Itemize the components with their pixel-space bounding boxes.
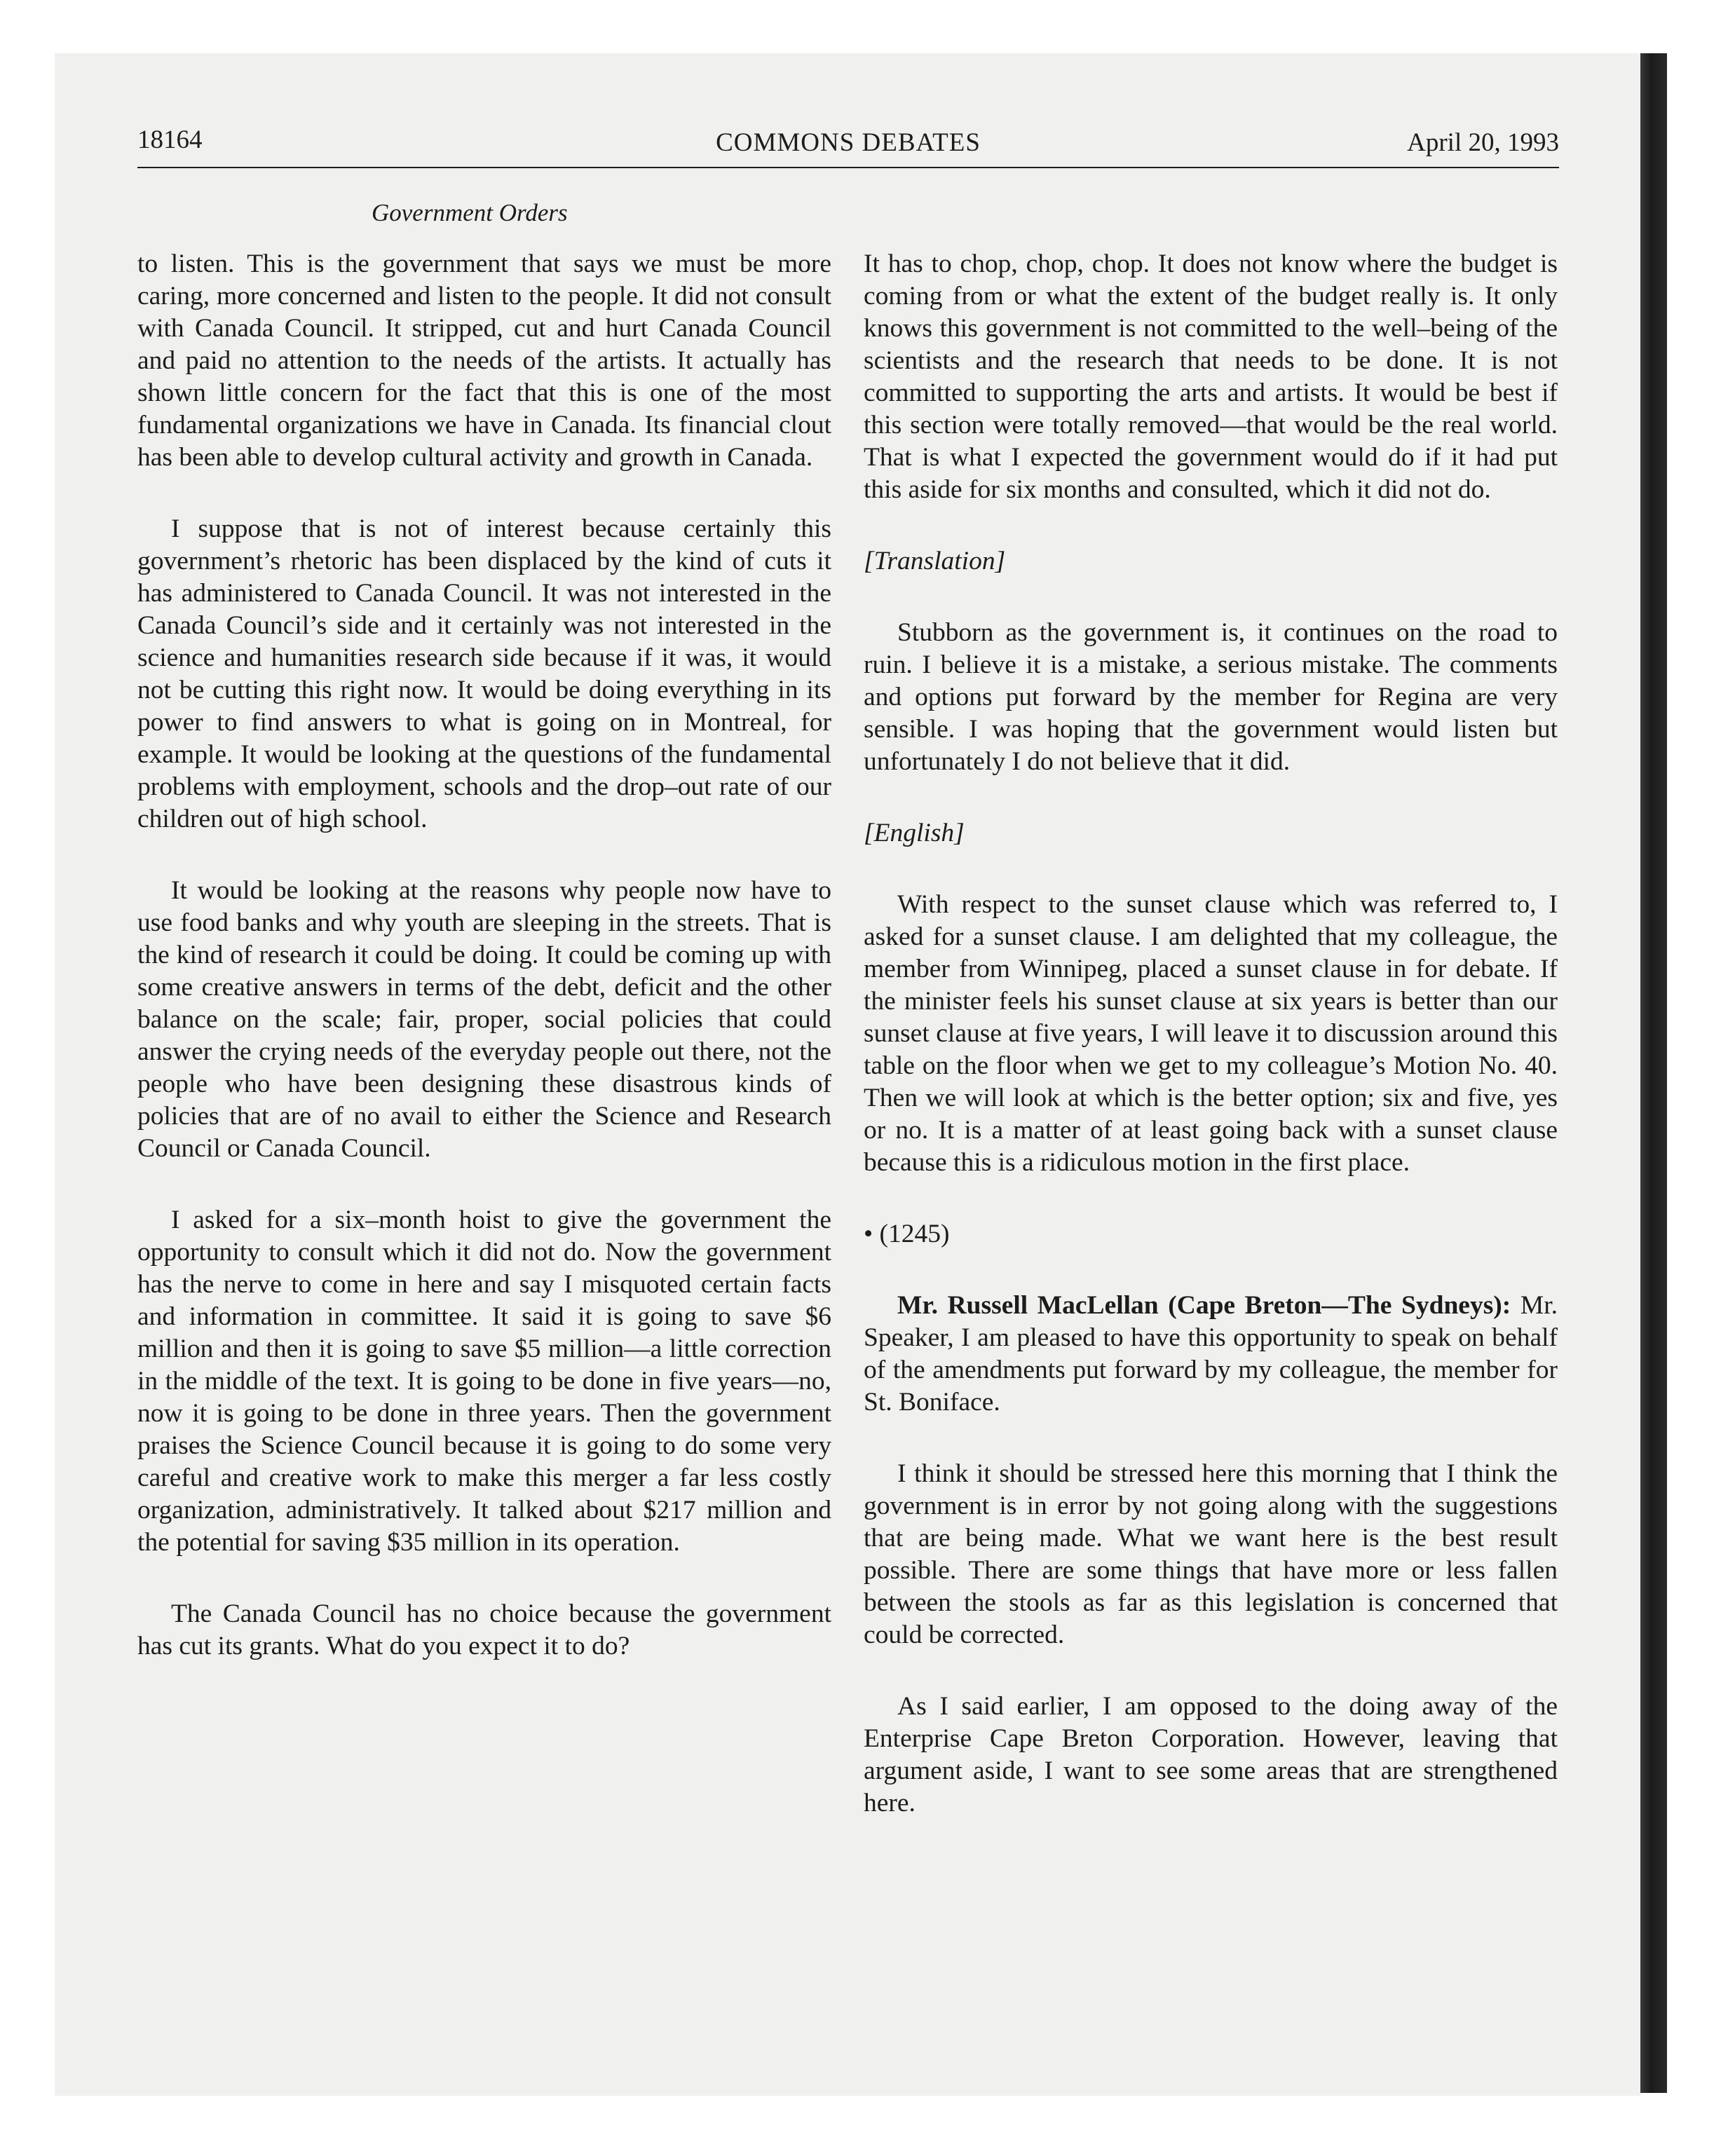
right-column [864, 248, 1558, 1859]
translation-tag: [Translation] [864, 547, 1006, 575]
publication-date: April 20, 1993 [1407, 128, 1559, 157]
paragraph: It has to chop, chop, chop. It does not know where the budget is coming from or what the extent of the budget really is. It only knows this government is not committed to the well–being of the scientists and the research that needs to be done. It is not committed to supporting the arts and artists. It would be best if this section were totally removed—that would be the real world. That is what I expected the government would do if it had put this aside for six months and consulted, which it did not do. [864, 250, 1558, 504]
paragraph: I asked for a six–month hoist to give the government the opportunity to consult which it did not do. Now the government has the nerve to come in here and say I misquoted certain facts and information in committee. It said it is going to save $6 million and then it is going to save $5 million—a little correction in the middle of the text. It is going to be done in five years—no, now it is going to be done in three years. Then the government praises the Science Council because it is going to do some very careful and creative work to make this merger a far less costly organization, administratively. It talked about $217 million and the potential for saving $35 million in its operation. [137, 1206, 831, 1557]
paragraph: Stubborn as the government is, it continues on the road to ruin. I believe it is a mistake, a serious mistake. The comments and options put forward by the member for Regina are very sensible. I was hoping that the government would listen but unfortunately I do not believe that it did. [864, 618, 1558, 776]
paragraph: As I said earlier, I am opposed to the doing away of the Enterprise Cape Breton Corporation. However, leaving that argument aside, I want to see some areas that are strengthened here. [864, 1692, 1558, 1817]
english-tag: [English] [864, 819, 965, 847]
scan-edge-shadow [1640, 53, 1667, 2093]
running-header [137, 125, 1559, 168]
speaker-name: Mr. Russell MacLellan (Cape Breton—The Sydneys): [897, 1291, 1511, 1320]
paragraph: I suppose that is not of interest because certainly this government’s rhetoric has been displaced by the kind of cuts it has administered to Canada Council. It was not interested in the Canada Council’s side and it certainly was not interested in the science and humanities research side because if it was, it would not be cutting this right now. It would be doing everything in its power to find answers to what is going on in Montreal, for example. It would be looking at the questions of the fundamental problems with employment, schools and the drop–out rate of our children out of high school. [137, 514, 831, 833]
section-label: Government Orders [372, 199, 568, 226]
speaker-paragraph [864, 1290, 1558, 1419]
speaker-text: Mr. Speaker, I am pleased to have this opportunity to speak on behalf of the amendments put forward by my colleague, the member for St. Boniface. [864, 1291, 1558, 1417]
time-marker: • (1245) [864, 1220, 950, 1248]
paragraph: With respect to the sunset clause which was referred to, I asked for a sunset clause. I am delighted that my colleague, the member from Winnipeg, placed a sunset clause in for debate. If the minister feels his sunset clause at six years is better than our sunset clause at five years, I will leave it to discussion around this table on the floor when we get to my colleague’s Motion No. 40. Then we will look at which is the better option; six and five, yes or no. It is a matter of at least going back with a sunset clause because this is a ridiculous motion in the first place. [864, 890, 1558, 1177]
publication-title: COMMONS DEBATES [716, 128, 981, 157]
left-column [137, 248, 831, 1702]
paragraph: I think it should be stressed here this morning that I think the government is in error by not going along with the suggestions that are being made. What we want here is the best result possible. There are some things that have more or less fallen between the stools as far as this legislation is concerned that could be corrected. [864, 1459, 1558, 1649]
page-number: 18164 [137, 125, 203, 154]
paragraph: to listen. This is the government that says we must be more caring, more concerned and listen to the people. It did not consult with Canada Council. It stripped, cut and hurt Canada Council and paid no attention to the needs of the artists. It actually has shown little concern for the fact that this is one of the most fundamental organizations we have in Canada. Its financial clout has been able to develop cultural activity and growth in Canada. [137, 250, 831, 472]
paragraph: The Canada Council has no choice because the government has cut its grants. What do you expect it to do? [137, 1599, 831, 1660]
paragraph: It would be looking at the reasons why people now have to use food banks and why youth are sleeping in the streets. That is the kind of research it could be doing. It could be coming up with some creative answers in terms of the debt, deficit and the other balance on the scale; fair, proper, social policies that could answer the crying needs of the everyday people out there, not the people who have been designing these disastrous kinds of policies that are of no avail to either the Science and Research Council or Canada Council. [137, 876, 831, 1163]
